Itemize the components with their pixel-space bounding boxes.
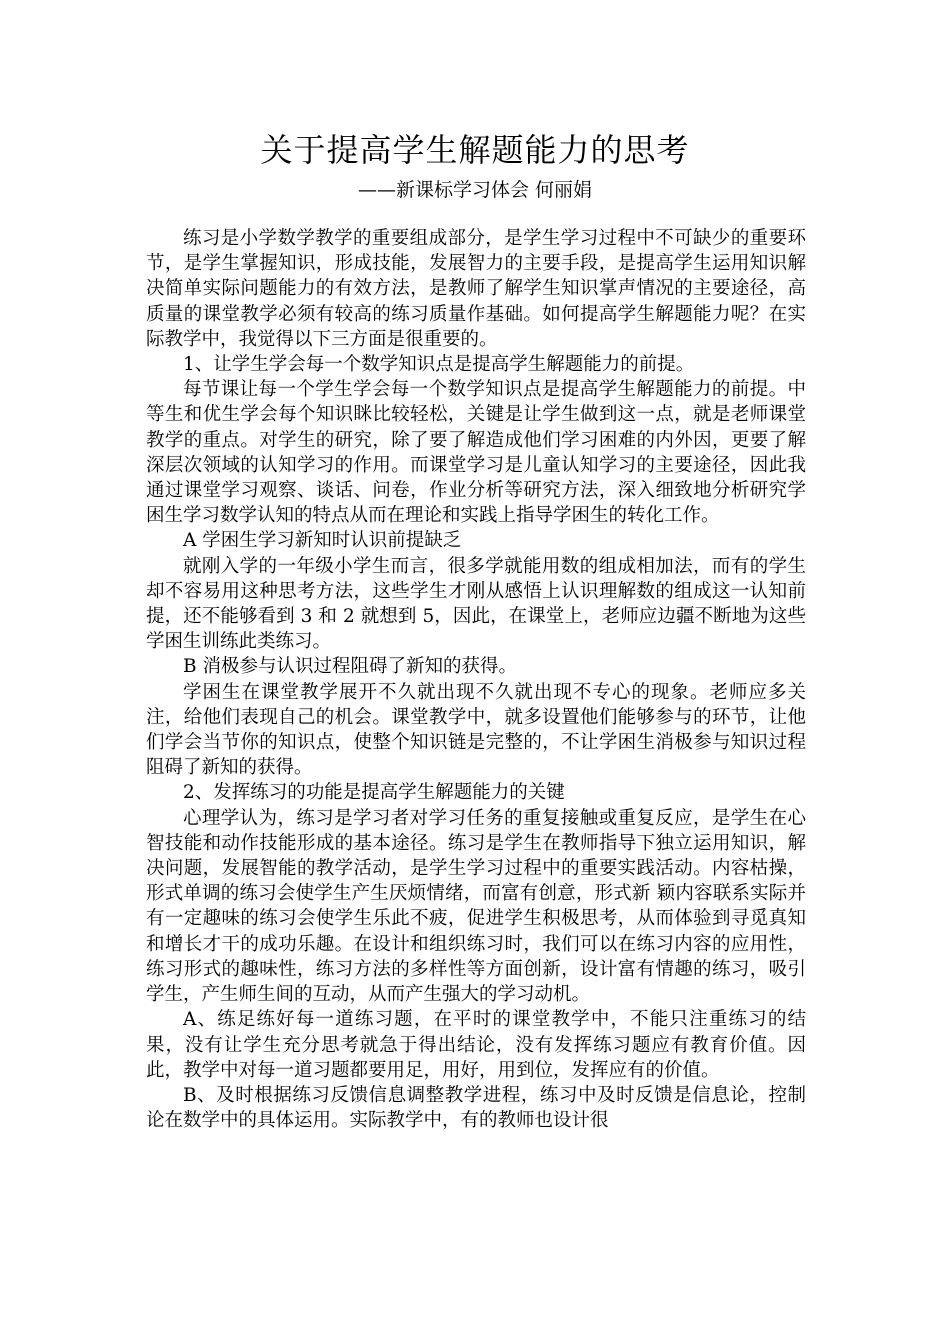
paragraph-section-2: 心理学认为，练习是学习者对学习任务的重复接触或重复反应，是学生在心智技能和动作技能形成的基本途径。练习是学生在教师指导下独立运用知识，解决问题，发展智能的教学活动，是学生学习过程中的重要实践活动。内容枯操，形式单调的练习会使学生产生厌烦情绪，而富有创意，形式新 颖内容联系实际并有一定趣味的练习会使学生乐此不疲，促进学生积极思考，从而体验到寻觅真知和增长才干的成功乐趣。在设计和组织练习时，我们可以在练习内容的应用性，练习形式的趣味性，练习方法的多样性等方面创新，设计富有情趣的练习，吸引学生，产生师生间的互动，从而产生强大的学习动机。 bbox=[146, 807, 806, 1006]
paragraph-2b: B、及时根据练习反馈信息调整教学进程，练习中及时反馈是信息论，控制论在数学中的具体运用。实际教学中，有的教师也设计很 bbox=[146, 1084, 806, 1132]
paragraph-2a: A、练足练好每一道练习题，在平时的课堂教学中，不能只注重练习的结果，没有让学生充分思考就急于得出结论，没有发挥练习题应有教育价值。因此，教学中对每一道习题都要用足，用好，用到位，发挥应有的价值。 bbox=[146, 1009, 806, 1081]
subheading-1b: B 消极参与认识过程阻碍了新知的获得。 bbox=[183, 656, 517, 678]
paragraph-1b: 学困生在课堂教学展开不久就出现不久就出现不专心的现象。老师应多关注，给他们表现自己的机会。课堂教学中，就多设置他们能够参与的环节，让他们学会当节你的知识点，使整个知识链是完整的，不让学困生消极参与知识过程阻碍了新知的获得。 bbox=[146, 681, 806, 779]
document-subtitle: ——新课标学习体会 何丽娟 bbox=[357, 179, 593, 201]
document-body bbox=[146, 226, 806, 1133]
heading-section-1: 1、让学生学会每一个数学知识点是提高学生解题能力的前提。 bbox=[183, 354, 695, 376]
paragraph-section-1: 每节课让每一个学生学会每一个数学知识点是提高学生解题能力的前提。中等生和优生学会每个知识眯比较轻松，关键是让学生做到这一点，就是老师课堂教学的重点。对学生的研究，除了要了解造成他们学习困难的内外因，更要了解深层次领域的认知学习的作用。而课堂学习是儿童认知学习的主要途径，因此我通过课堂学习观察、谈话、问卷，作业分析等研究方法，深入细致地分析研究学困生学习数学认知的特点从而在理论和实践上指导学困生的转化工作。 bbox=[146, 379, 806, 527]
paragraph-1a: 就刚入学的一年级小学生而言，很多学就能用数的组成相加法，而有的学生却不容易用这种思考方法，这些学生才刚从感悟上认识理解数的组成这一认知前提，还不能够看到 3 和 2 就想到 5，因此，在课堂上，老师应边疆不断地为这些学困生训练此类练习。 bbox=[146, 555, 806, 653]
paragraph-intro: 练习是小学数学教学的重要组成部分，是学生学习过程中不可缺少的重要环节，是学生掌握知识，形成技能，发展智力的主要手段，是提高学生运用知识解决简单实际问题能力的有效方法，是教师了解学生知识掌声情况的主要途径，高质量的课堂教学必须有较高的练习质量作基础。如何提高学生解题能力呢？在实际教学中，我觉得以下三方面是很重要的。 bbox=[146, 228, 806, 350]
heading-section-2: 2、发挥练习的功能是提高学生解题能力的关键 bbox=[183, 782, 565, 804]
subheading-1a: A 学困生学习新知时认识前提缺乏 bbox=[183, 530, 462, 552]
document-title: 关于提高学生解题能力的思考 bbox=[260, 131, 690, 169]
